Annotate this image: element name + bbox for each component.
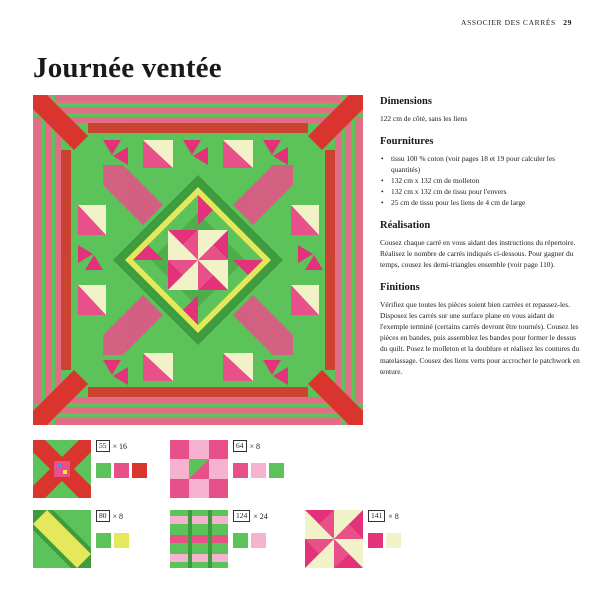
fabric-swatch (114, 533, 129, 548)
fabric-swatch (233, 463, 248, 478)
block-80-info (96, 510, 123, 522)
fabric-swatch (251, 533, 266, 548)
fournitures-item: • tissu 100 % coton (voir pages 18 et 19 pour calculer les quantités) (388, 153, 580, 175)
fabric-swatch (114, 463, 129, 478)
block-count: × 24 (253, 511, 268, 521)
block-124-swatches (233, 533, 266, 548)
fabric-swatch (386, 533, 401, 548)
block-80-thumbnail (33, 510, 91, 568)
quilt-illustration (33, 95, 363, 425)
section-realisation (380, 218, 580, 270)
block-64-swatches (233, 463, 284, 478)
fournitures-heading: Fournitures (380, 135, 434, 147)
block-141-thumbnail (305, 510, 363, 568)
fournitures-item: • 25 cm de tissu pour les liens de 4 cm de large (388, 197, 580, 208)
block-141-swatches (368, 533, 401, 548)
section-dimensions (380, 94, 580, 124)
block-64-thumbnail (170, 440, 228, 498)
fabric-swatch (269, 463, 284, 478)
fabric-swatch (233, 533, 248, 548)
block-141-info (368, 510, 399, 522)
block-124-info (233, 510, 268, 522)
block-55-thumbnail (33, 440, 91, 498)
block-count: × 8 (249, 441, 261, 451)
running-head (461, 18, 572, 27)
finitions-heading: Finitions (380, 282, 420, 294)
block-55-info (96, 440, 127, 452)
dimensions-text: 122 cm de côté, sans les liens (380, 113, 468, 123)
block-64-info (233, 440, 260, 452)
block-ref-badge: 55 (96, 440, 110, 452)
block-ref-badge: 80 (96, 510, 110, 522)
block-count: × 8 (112, 511, 124, 521)
running-head-section: ASSOCIER DES CARRÉS (461, 18, 556, 27)
section-finitions (380, 280, 580, 377)
block-ref-badge: 141 (368, 510, 385, 522)
realisation-text: Cousez chaque carré en vous aidant des instructions du répertoire. Réalisez le nombre de carrés indiqués ci-dessous. Pour gagner du temps, cousez les demi-triangles ensemble (voir page 110). (380, 237, 576, 270)
fournitures-item: • 132 cm x 132 cm de molleton (388, 175, 580, 186)
page-number: 29 (563, 18, 572, 27)
block-count: × 8 (388, 511, 399, 521)
finitions-text: Vérifiez que toutes les pièces soient bien carrées et repassez-les. Disposez les carrés sur une surface plane en vous aidant de l'exemple terminé (certains carrés devront être tournés). Cousez les pièces en bandes, puis assemblez les bandes pour former le dessus du quilt. Posez le molleton et la doublure et réalisez les coutures du matelassage. Cousez des liens verts pour accrocher le patchwork en tenture. (380, 299, 580, 376)
block-ref-badge: 124 (233, 510, 250, 522)
dimensions-heading: Dimensions (380, 96, 432, 107)
fabric-swatch (132, 463, 147, 478)
fabric-swatch (96, 533, 111, 548)
block-ref-badge: 64 (233, 440, 247, 452)
block-124-thumbnail (170, 510, 228, 568)
fabric-swatch (368, 533, 383, 548)
realisation-heading: Réalisation (380, 220, 431, 232)
block-count: × 16 (112, 441, 128, 451)
instructions-column (380, 94, 580, 387)
page-title: Journée ventée (33, 52, 222, 84)
section-fournitures (380, 134, 580, 208)
block-80-swatches (96, 533, 129, 548)
fabric-swatch (96, 463, 111, 478)
fabric-swatch (251, 463, 266, 478)
block-55-swatches (96, 463, 147, 478)
fournitures-item: • 132 cm x 132 cm de tissu pour l'envers (388, 186, 580, 197)
fournitures-list (380, 153, 580, 209)
